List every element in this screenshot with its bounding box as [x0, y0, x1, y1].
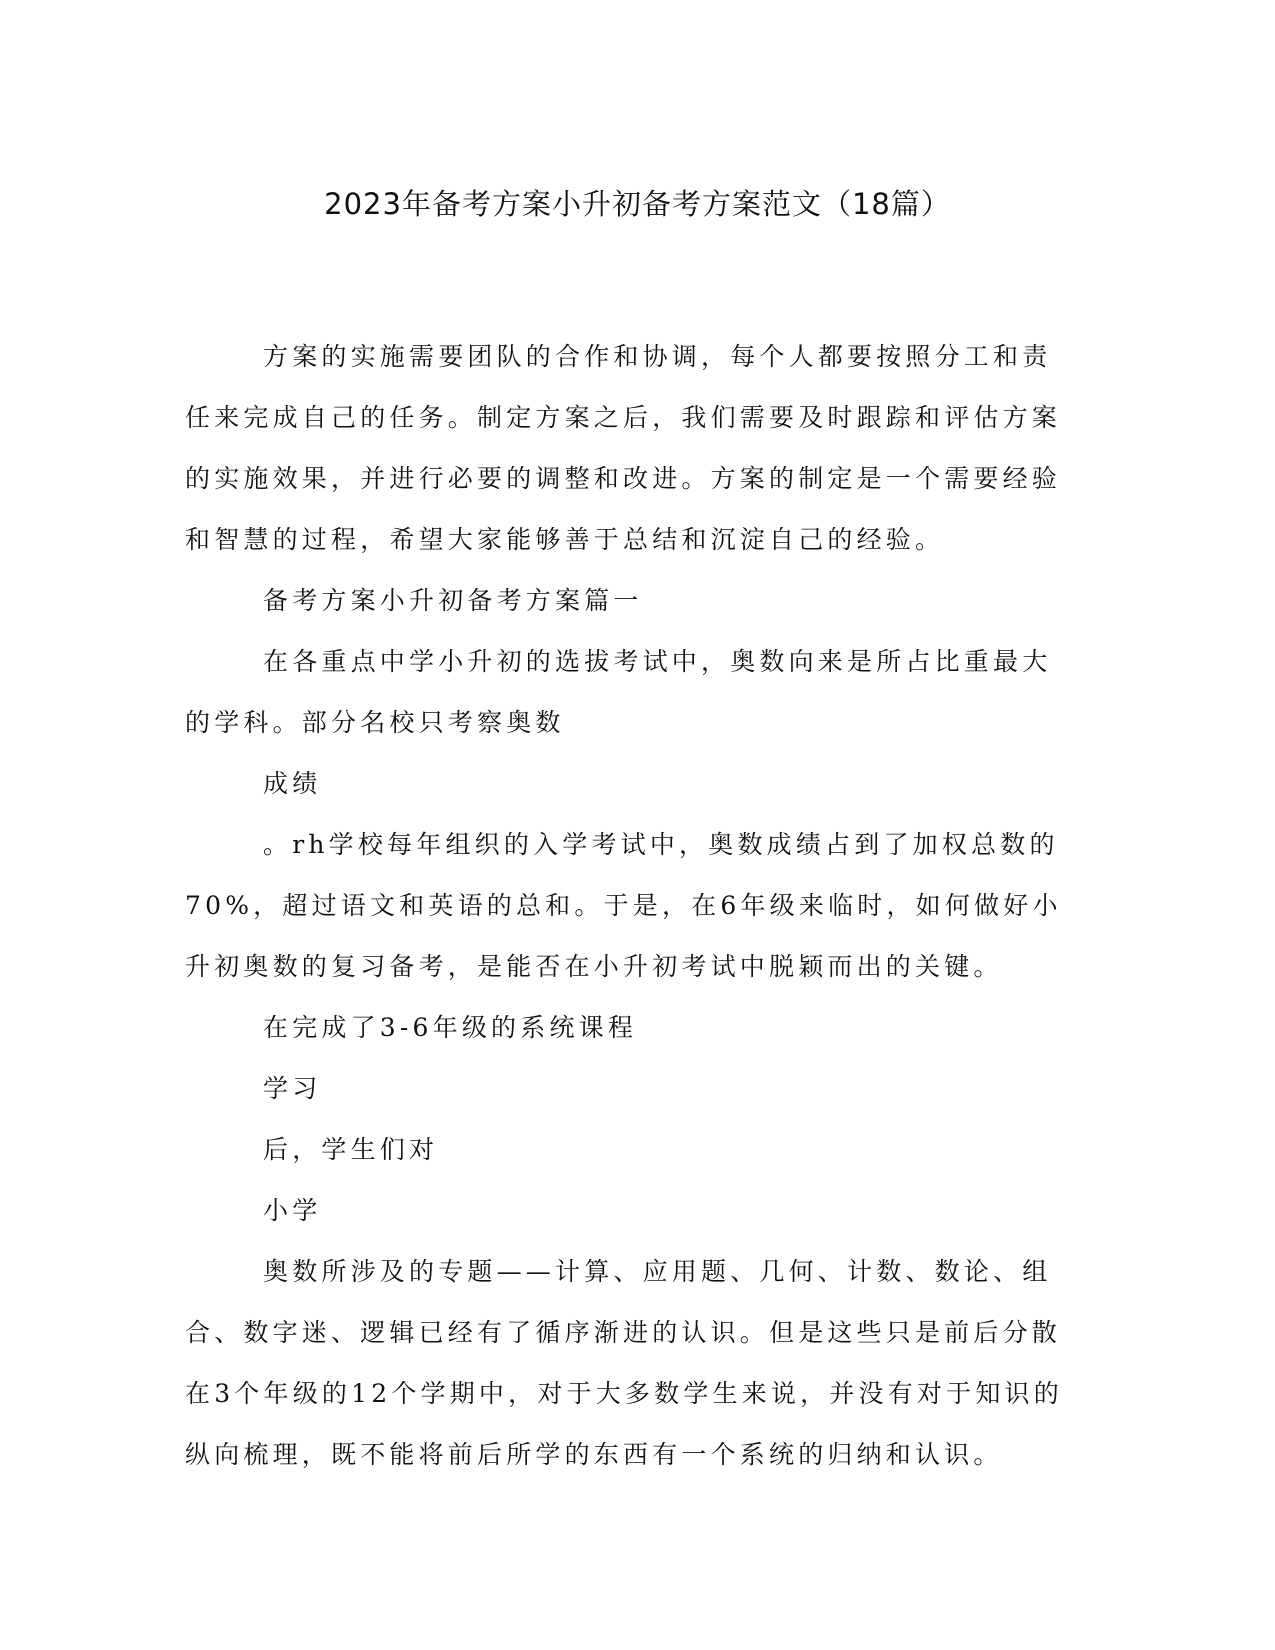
document-title: 2023年备考方案小升初备考方案范文（18篇） — [324, 187, 951, 221]
paragraph: 小学 — [263, 1196, 322, 1225]
paragraph: 学习 — [263, 1074, 322, 1103]
paragraph: 奥数所涉及的专题——计算、应用题、几何、计数、数论、组合、数字迷、逻辑已经有了循序渐进的认识。但是这些只是前后分散在3个年级的12个学期中，对于大多数学生来说，并没有对于知识的纵向梳理，既不能将前后所学的东西有一个系统的归纳和认识。 — [185, 1257, 1063, 1469]
paragraph: 在完成了3-6年级的系统课程 — [263, 1013, 638, 1042]
paragraph: 成绩 — [263, 769, 322, 798]
paragraph: 后，学生们对 — [263, 1135, 439, 1164]
document-body — [185, 326, 1080, 1485]
section-heading: 备考方案小升初备考方案篇一 — [263, 586, 643, 615]
paragraph: 。rh学校每年组织的入学考试中，奥数成绩占到了加权总数的70%，超过语文和英语的总和。于是，在6年级来临时，如何做好小升初奥数的复习备考，是能否在小升初考试中脱颖而出的关键。 — [185, 830, 1062, 981]
paragraph: 在各重点中学小升初的选拔考试中，奥数向来是所占比重最大的学科。部分名校只考察奥数 — [185, 647, 1052, 737]
paragraph-intro: 方案的实施需要团队的合作和协调，每个人都要按照分工和责任来完成自己的任务。制定方案之后，我们需要及时跟踪和评估方案的实施效果，并进行必要的调整和改进。方案的制定是一个需要经验和智慧的过程，希望大家能够善于总结和沉淀自己的经验。 — [185, 342, 1062, 554]
